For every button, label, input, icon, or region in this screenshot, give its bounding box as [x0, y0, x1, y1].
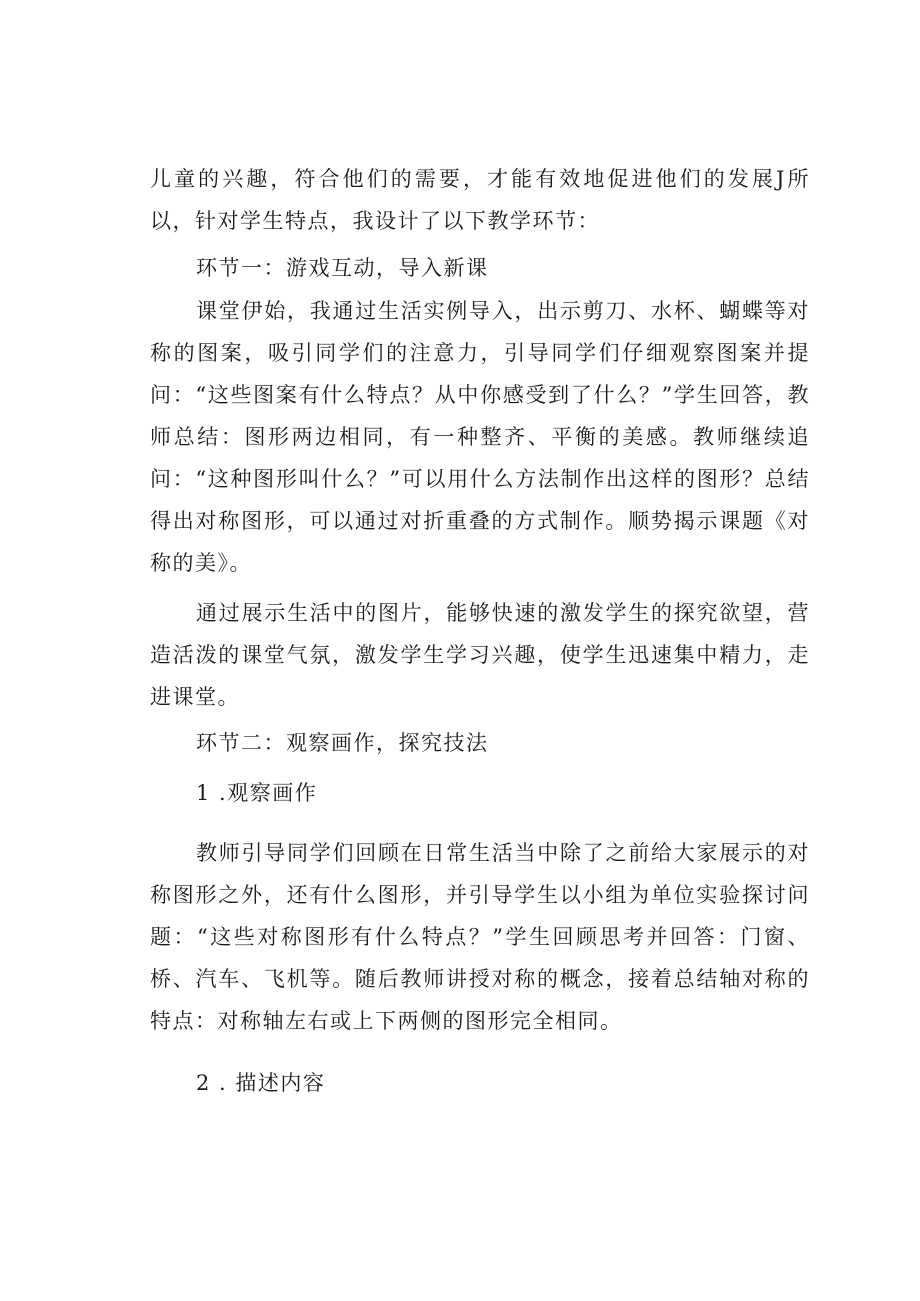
section1-paragraph1: 课堂伊始，我通过生活实例导入，出示剪刀、水杯、蝴蝶等对称的图案，吸引同学们的注意力，引导同学们仔细观察图案并提问：“这些图案有什么特点？从中你感受到了什么？”学生回答，教师总结：图形两边相同，有一种整齐、平衡的美感。教师继续追问：“这种图形叫什么？”可以用什么方法制作出这样的图形？总结得出对称图形，可以通过对折重叠的方式制作。顺势揭示课题《对称的美》。 [150, 299, 810, 575]
continuation-paragraph: 儿童的兴趣，符合他们的需要，才能有效地促进他们的发展J所以，针对学生特点，我设计了以下教学环节： [150, 167, 810, 233]
subsection2-heading: 2 . 描述内容 [196, 1071, 326, 1095]
section1-heading: 环节一：游戏互动，导入新课 [196, 256, 489, 280]
subsection1-paragraph: 教师引导同学们回顾在日常生活当中除了之前给大家展示的对称图形之外，还有什么图形，并引导学生以小组为单位实验探讨问题：“这些对称图形有什么特点？”学生回顾思考并回答：门窗、桥、汽车、飞机等。随后教师讲授对称的概念，接着总结轴对称的特点：对称轴左右或上下两侧的图形完全相同。 [150, 841, 810, 1033]
subsection1-heading: 1 .观察画作 [196, 781, 318, 805]
section2-heading: 环节二：观察画作，探究技法 [196, 731, 489, 755]
section1-paragraph2: 通过展示生活中的图片，能够快速的激发学生的探究欲望，营造活泼的课堂气氛，激发学生学习兴趣，使学生迅速集中精力，走进课堂。 [150, 601, 810, 709]
